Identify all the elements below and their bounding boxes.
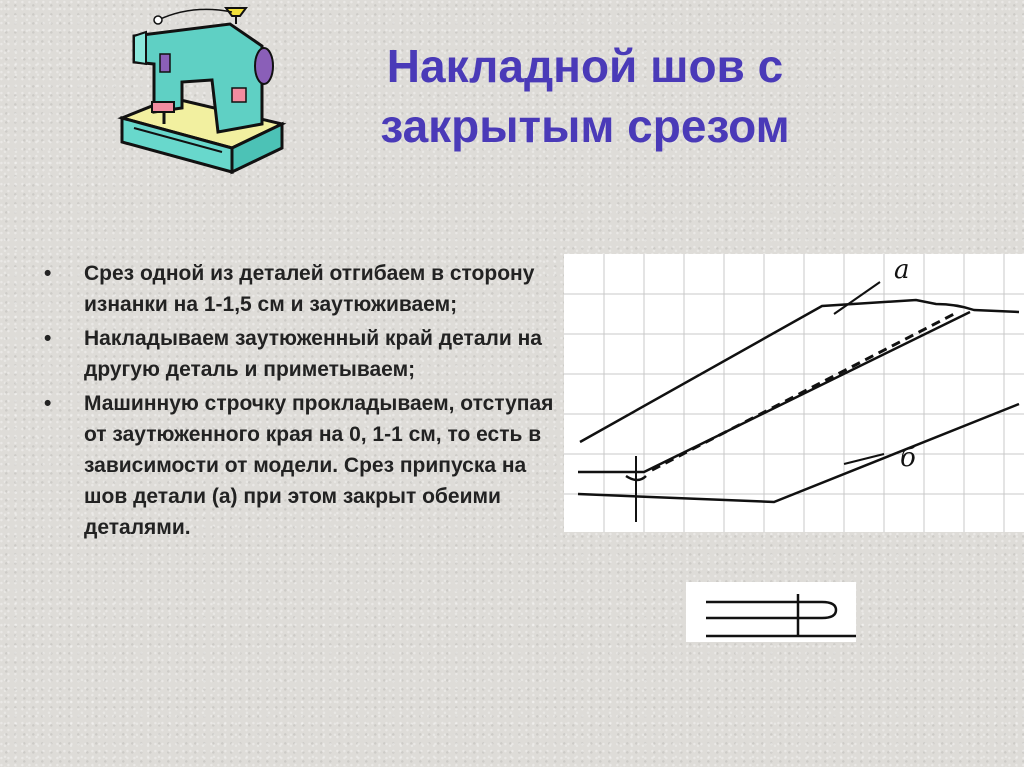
bullet-item: • Машинную строчку прокладываем, отступая от заутюженного края на 0, 1-1 см, то есть в зависимости от модели. Срез припуска на шов детали (а) при этом закрыт обеими деталями. bbox=[40, 388, 560, 543]
bullet-item: • Накладываем заутюженный край детали на другую деталь и приметываем; bbox=[40, 323, 560, 385]
seam-symbol bbox=[686, 582, 856, 642]
bullet-item: • Срез одной из деталей отгибаем в сторону изнанки на 1-1,5 см и заутюживаем; bbox=[40, 258, 560, 320]
seam-diagram bbox=[564, 254, 1024, 532]
sewing-machine-icon bbox=[112, 6, 292, 186]
title-line-1: Накладной шов с bbox=[386, 40, 784, 92]
bullet-list bbox=[40, 258, 560, 546]
label-b: б bbox=[900, 443, 916, 473]
page-title bbox=[300, 36, 870, 156]
title-line-2: закрытым срезом bbox=[380, 100, 790, 152]
grid-lines bbox=[564, 254, 1024, 532]
label-a: a bbox=[894, 255, 910, 285]
